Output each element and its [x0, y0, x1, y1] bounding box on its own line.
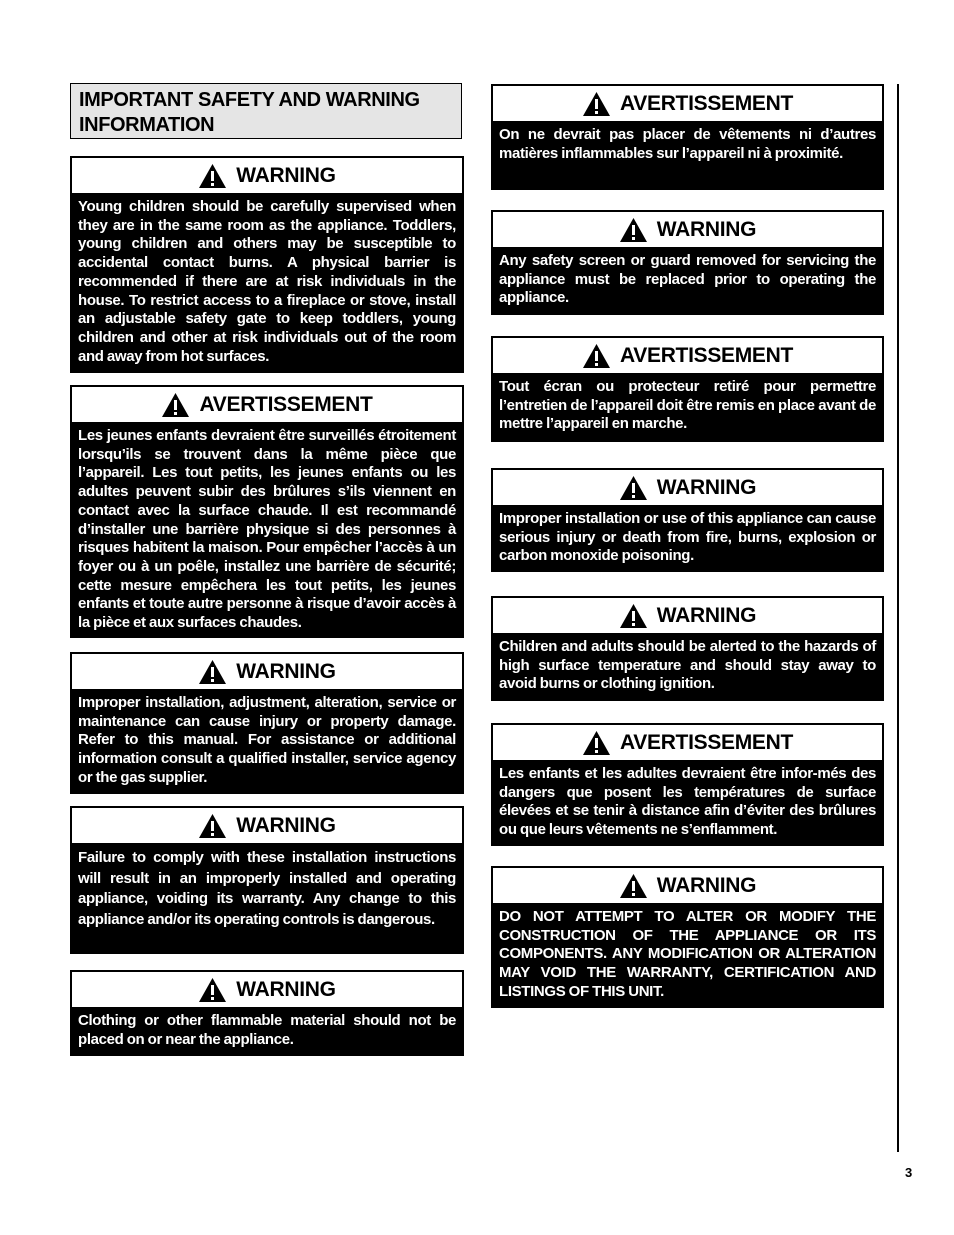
section-title: IMPORTANT SAFETY AND WARNING INFORMATION [70, 83, 462, 139]
warning-box-young-children [70, 156, 464, 373]
avertissement-box-ecran [491, 336, 884, 442]
warning-heading: WARNING [236, 659, 336, 683]
warning-heading: AVERTISSEMENT [619, 91, 794, 115]
warning-box-header [493, 212, 882, 247]
warning-triangle-icon [619, 475, 648, 501]
warning-box-children-adults [491, 596, 884, 701]
warning-triangle-icon [582, 343, 611, 369]
warning-heading: WARNING [656, 475, 757, 499]
warning-box-do-not-alter [491, 866, 884, 1008]
warning-box-header [493, 725, 882, 760]
warning-box-header [72, 387, 462, 422]
warning-box-header [72, 972, 462, 1007]
warning-triangle-icon [582, 730, 611, 756]
warning-box-header [493, 868, 882, 903]
warning-box-improper-installation [70, 652, 464, 794]
warning-triangle-icon [161, 392, 190, 418]
warning-heading: AVERTISSEMENT [619, 730, 794, 754]
warning-text: Les jeunes enfants devraient être surveillés étroitement lorsqu’ils se trouvent dans la même pièce que l’appareil. Les tout petits, les jeunes enfants ou les adultes peuvent subir des brûlures s’ils viennent en contact avec la surface chaude. Il est recommandé d’installer une barrière physique si des personnes à risques habitent la maison. Pour empêcher l’accès à un foyer ou à un poêle, installez une barrière de sécurité; cette mesure empêchera les tout petits, les jeunes enfants et toute autre personne à risque d’avoir accès à la pièce et aux surfaces chaudes. [78, 427, 456, 632]
warning-text: DO NOT ATTEMPT TO ALTER OR MODIFY THE CONSTRUCTION OF THE APPLIANCE OR ITS COMPONENTS. ANY MODIFICATION OR ALTERATION MAY VOID THE WARRANTY, CERTIFICATION AND LISTINGS OF THIS UNIT. [499, 908, 876, 1000]
warning-box-header [72, 158, 462, 193]
warning-triangle-icon [198, 163, 227, 189]
warning-text: Clothing or other flammable material should not be placed on or near the appliance. [78, 1012, 456, 1048]
warning-triangle-icon [619, 873, 648, 899]
warning-text: Improper installation or use of this appliance can cause serious injury or death from fire, burns, explosion or carbon monoxide poisoning. [499, 510, 876, 565]
avertissement-box-jeunes-enfants [70, 385, 464, 638]
page-number: 3 [905, 1165, 913, 1180]
warning-text: On ne devrait pas placer de vêtements ni d’autres matières inflammables sur l’appareil ni à proximité. [499, 126, 876, 162]
page-edge-rule [897, 84, 899, 1152]
warning-box-header [72, 654, 462, 689]
warning-box-header [493, 598, 882, 633]
warning-text: Young children should be carefully supervised when they are in the same room as the appliance. Toddlers, young children and others may be susceptible to accidental contact burns. A physical barrier is recommended if there are at risk individuals in the house. To restrict access to a fireplace or stove, install an adjustable safety gate to keep toddlers, young children and other at risk individuals out of the room and away from hot surfaces. [78, 198, 456, 365]
warning-heading: WARNING [236, 813, 336, 837]
warning-triangle-icon [582, 91, 611, 117]
warning-box-header [493, 470, 882, 505]
warning-box-header [493, 86, 882, 121]
warning-text: Children and adults should be alerted to the hazards of high surface temperature and should stay away to avoid burns or clothing ignition. [499, 638, 876, 693]
warning-box-header [72, 808, 462, 843]
warning-heading: WARNING [656, 217, 757, 241]
warning-heading: WARNING [656, 873, 757, 897]
warning-heading: AVERTISSEMENT [619, 343, 794, 367]
warning-box-header [493, 338, 882, 373]
warning-text: Any safety screen or guard removed for servicing the appliance must be replaced prior to operating the appliance. [499, 252, 876, 307]
warning-box-improper-use [491, 468, 884, 572]
warning-text: Tout écran ou protecteur retiré pour permettre l’entretien de l’appareil doit être remis en place avant de mettre l’appareil en marche. [499, 378, 876, 433]
avertissement-box-enfants-adultes [491, 723, 884, 846]
warning-triangle-icon [619, 603, 648, 629]
warning-triangle-icon [619, 217, 648, 243]
warning-text: Failure to comply with these installation instructions will result in an improperly installed and operating appliance, voiding its warranty. Any change to this appliance and/or its operating controls is dangerous. [78, 849, 456, 928]
warning-box-failure-to-comply [70, 806, 464, 954]
warning-box-safety-screen [491, 210, 884, 315]
warning-box-clothing [70, 970, 464, 1056]
warning-heading: WARNING [236, 163, 336, 187]
warning-heading: WARNING [236, 977, 336, 1001]
warning-triangle-icon [198, 977, 227, 1003]
warning-text: Les enfants et les adultes devraient être infor-més des dangers que posent les températures de surface élevées et se tenir à distance afin d’éviter des brûlures ou que leurs vêtements ne s’enflamment. [499, 765, 876, 839]
warning-triangle-icon [198, 813, 227, 839]
warning-heading: WARNING [656, 603, 757, 627]
warning-heading: AVERTISSEMENT [199, 392, 373, 416]
warning-text: Improper installation, adjustment, alteration, service or maintenance can cause injury or property damage. Refer to this manual. For assistance or additional information consult a qualified installer, service agency or the gas supplier. [78, 694, 456, 786]
avertissement-box-vetements [491, 84, 884, 190]
warning-triangle-icon [198, 659, 227, 685]
